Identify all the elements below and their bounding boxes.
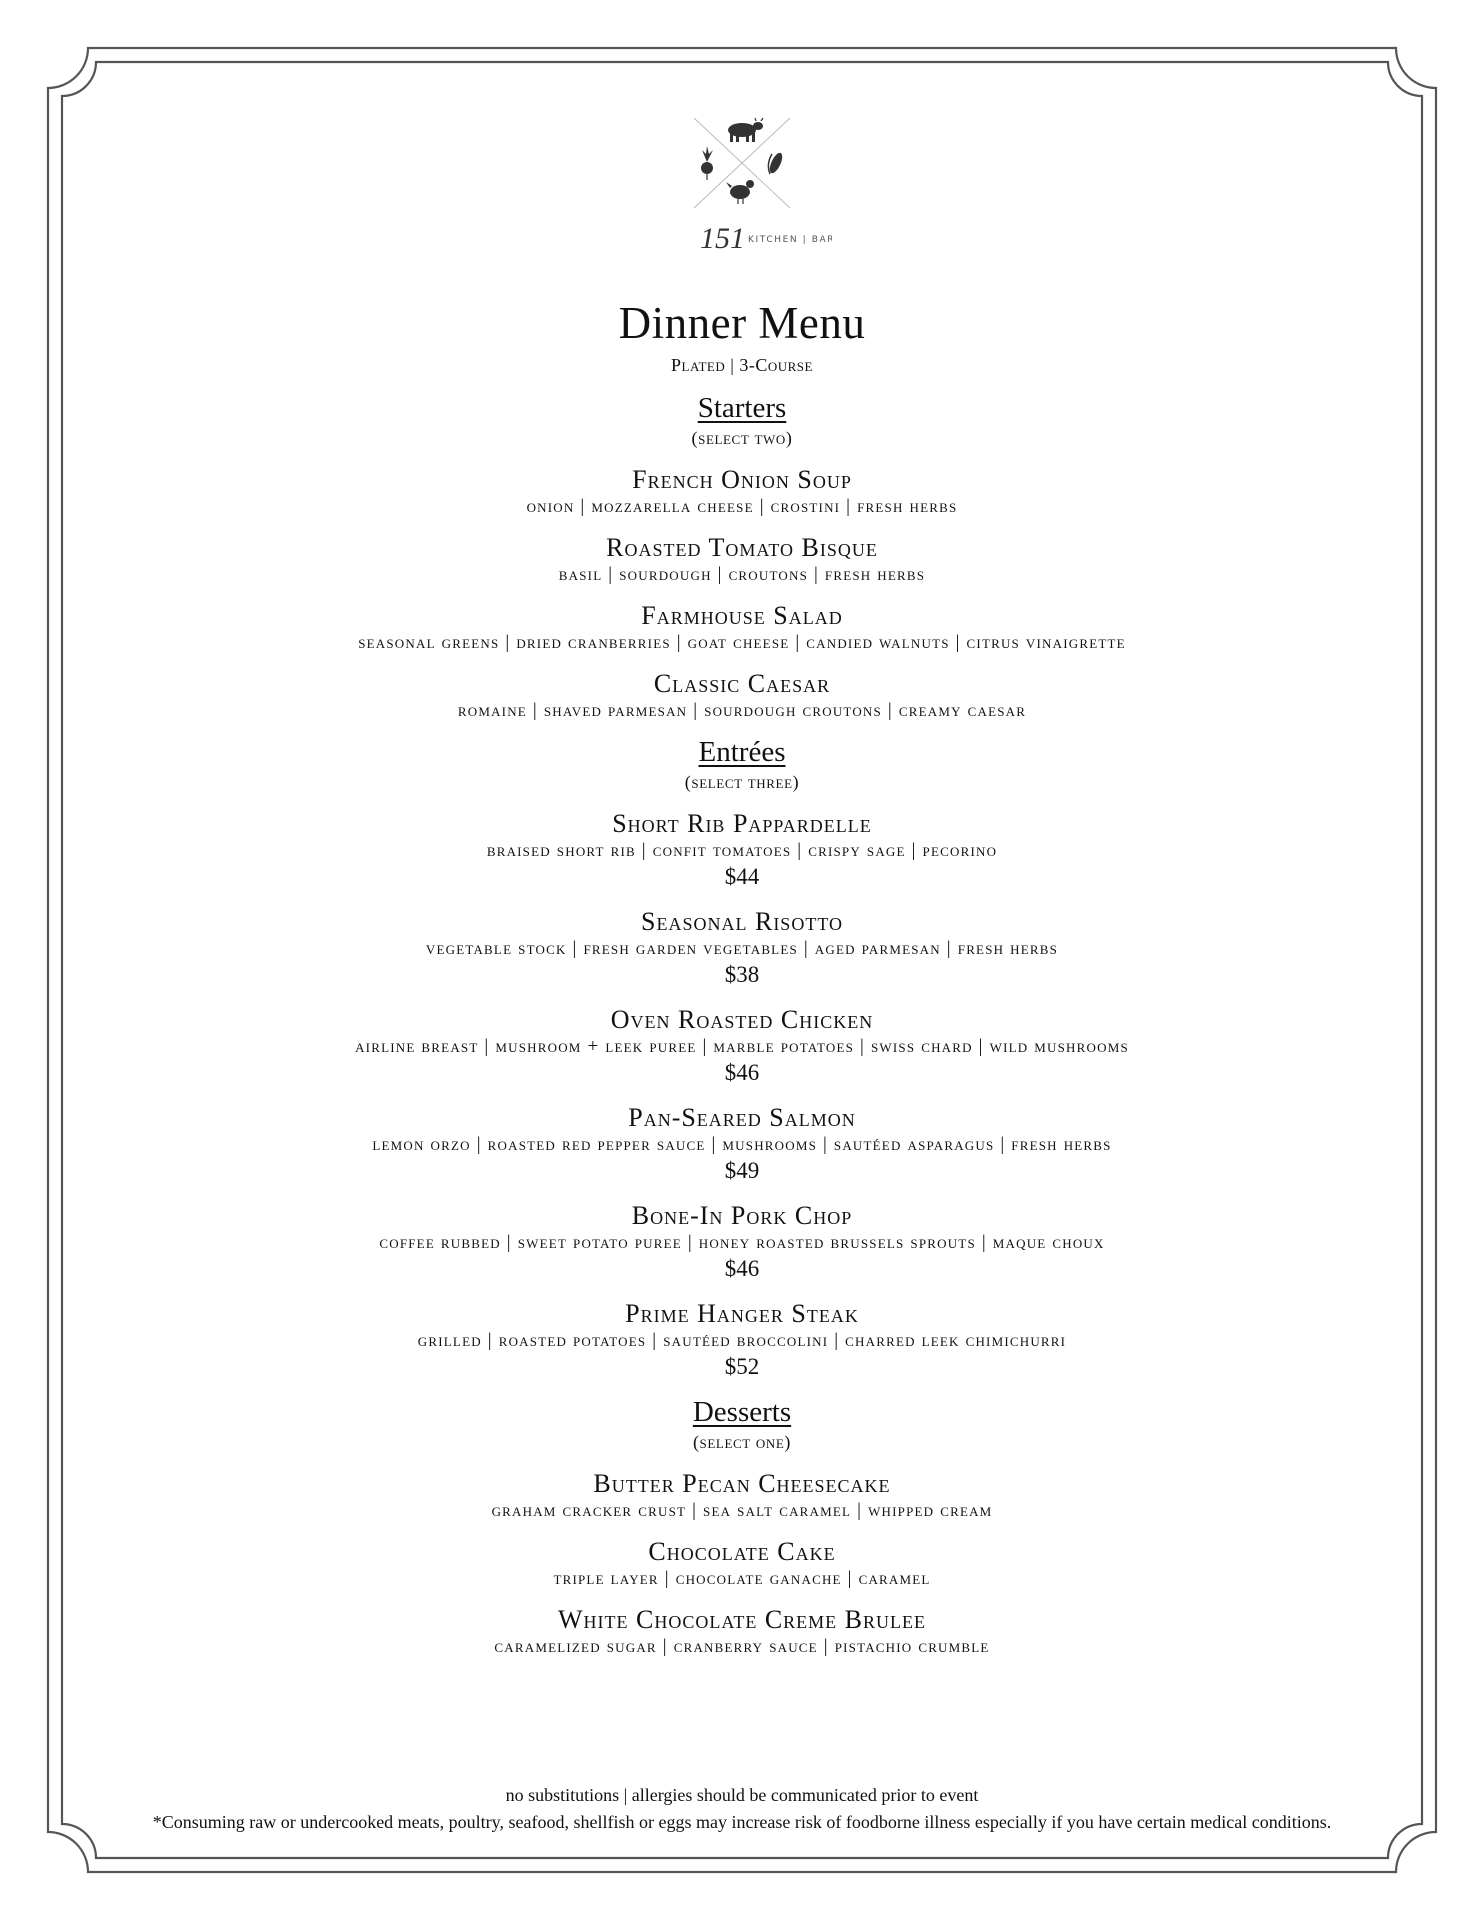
menu-item — [60, 532, 1424, 586]
item-description: seasonal greens | dried cranberries | goat cheese | candied walnuts | citrus vinaigrette — [358, 632, 1126, 653]
section-title: Starters — [697, 392, 787, 424]
menu-subtitle: Plated | 3-Course — [671, 355, 813, 375]
menu-item — [60, 600, 1424, 654]
substitution-note: no substitutions | allergies should be communicated prior to event — [505, 1785, 979, 1805]
item-name: French Onion Soup — [632, 465, 852, 494]
menu-item — [60, 906, 1424, 990]
item-description: vegetable stock | fresh garden vegetables | aged parmesan | fresh herbs — [425, 938, 1059, 959]
section-title: Entrées — [698, 736, 786, 768]
section-desserts — [60, 1394, 1424, 1658]
item-name: Seasonal Risotto — [641, 907, 843, 936]
menu-content — [60, 296, 1424, 1658]
item-name: Bone-In Pork Chop — [631, 1201, 853, 1230]
menu-item — [60, 1536, 1424, 1590]
menu-item — [60, 1102, 1424, 1186]
menu-item — [60, 1200, 1424, 1284]
item-price: $49 — [724, 1158, 760, 1183]
logo-wordmark: KITCHEN | BAR — [748, 235, 832, 245]
menu-item — [60, 1604, 1424, 1658]
section-entrees — [60, 734, 1424, 1382]
restaurant-logo — [652, 108, 832, 258]
item-description: triple layer | chocolate ganache | caramel — [553, 1568, 931, 1589]
section-note: (select one) — [692, 1432, 792, 1452]
item-description: airline breast | mushroom + leek puree | marble potatoes | swiss chard | wild mushrooms — [355, 1036, 1129, 1057]
food-safety-disclaimer: *Consuming raw or undercooked meats, poultry, seafood, shellfish or eggs may increase risk of foodborne illness especially if you have certain medical conditions. — [152, 1812, 1332, 1832]
item-name: Oven Roasted Chicken — [610, 1005, 874, 1034]
section-starters — [60, 390, 1424, 722]
item-name: Roasted Tomato Bisque — [606, 533, 878, 562]
item-name: Farmhouse Salad — [641, 601, 843, 630]
beet-icon — [701, 146, 713, 180]
corn-icon — [767, 151, 784, 175]
section-note: (select two) — [691, 428, 793, 448]
item-name: White Chocolate Creme Brulee — [557, 1605, 927, 1634]
item-description: graham cracker crust | sea salt caramel | whipped cream — [491, 1500, 993, 1521]
menu-item — [60, 1298, 1424, 1382]
item-description: basil | sourdough | croutons | fresh herbs — [558, 564, 926, 585]
menu-item — [60, 1004, 1424, 1088]
cow-icon — [728, 118, 763, 142]
menu-item — [60, 668, 1424, 722]
item-price: $46 — [724, 1060, 760, 1085]
item-description: coffee rubbed | sweet potato puree | honey roasted brussels sprouts | maque choux — [379, 1232, 1105, 1253]
section-note: (select three) — [684, 772, 800, 792]
menu-item — [60, 1468, 1424, 1522]
item-description: caramelized sugar | cranberry sauce | pistachio crumble — [494, 1636, 990, 1657]
item-description: romaine | shaved parmesan | sourdough croutons | creamy caesar — [457, 700, 1027, 721]
item-description: lemon orzo | roasted red pepper sauce | mushrooms | sautéed asparagus | fresh herbs — [372, 1134, 1112, 1155]
item-description: braised short rib | confit tomatoes | crispy sage | pecorino — [486, 840, 998, 861]
chicken-icon — [726, 180, 754, 204]
section-title: Desserts — [692, 1396, 792, 1428]
item-price: $38 — [724, 962, 760, 987]
item-description: grilled | roasted potatoes | sautéed broccolini | charred leek chimichurri — [417, 1330, 1067, 1351]
item-price: $52 — [724, 1354, 760, 1379]
item-price: $46 — [724, 1256, 760, 1281]
item-name: Short Rib Pappardelle — [612, 809, 872, 838]
item-description: onion | mozzarella cheese | crostini | fresh herbs — [526, 496, 958, 517]
menu-item — [60, 808, 1424, 892]
menu-footer — [50, 1782, 1434, 1836]
item-name: Classic Caesar — [653, 669, 831, 698]
menu-title: Dinner Menu — [618, 298, 866, 348]
menu-item — [60, 464, 1424, 518]
item-price: $44 — [724, 864, 760, 889]
item-name: Prime Hanger Steak — [625, 1299, 859, 1328]
item-name: Pan-Seared Salmon — [628, 1103, 856, 1132]
logo-number: 151 — [700, 222, 745, 255]
item-name: Chocolate Cake — [648, 1537, 836, 1566]
item-name: Butter Pecan Cheesecake — [593, 1469, 891, 1498]
